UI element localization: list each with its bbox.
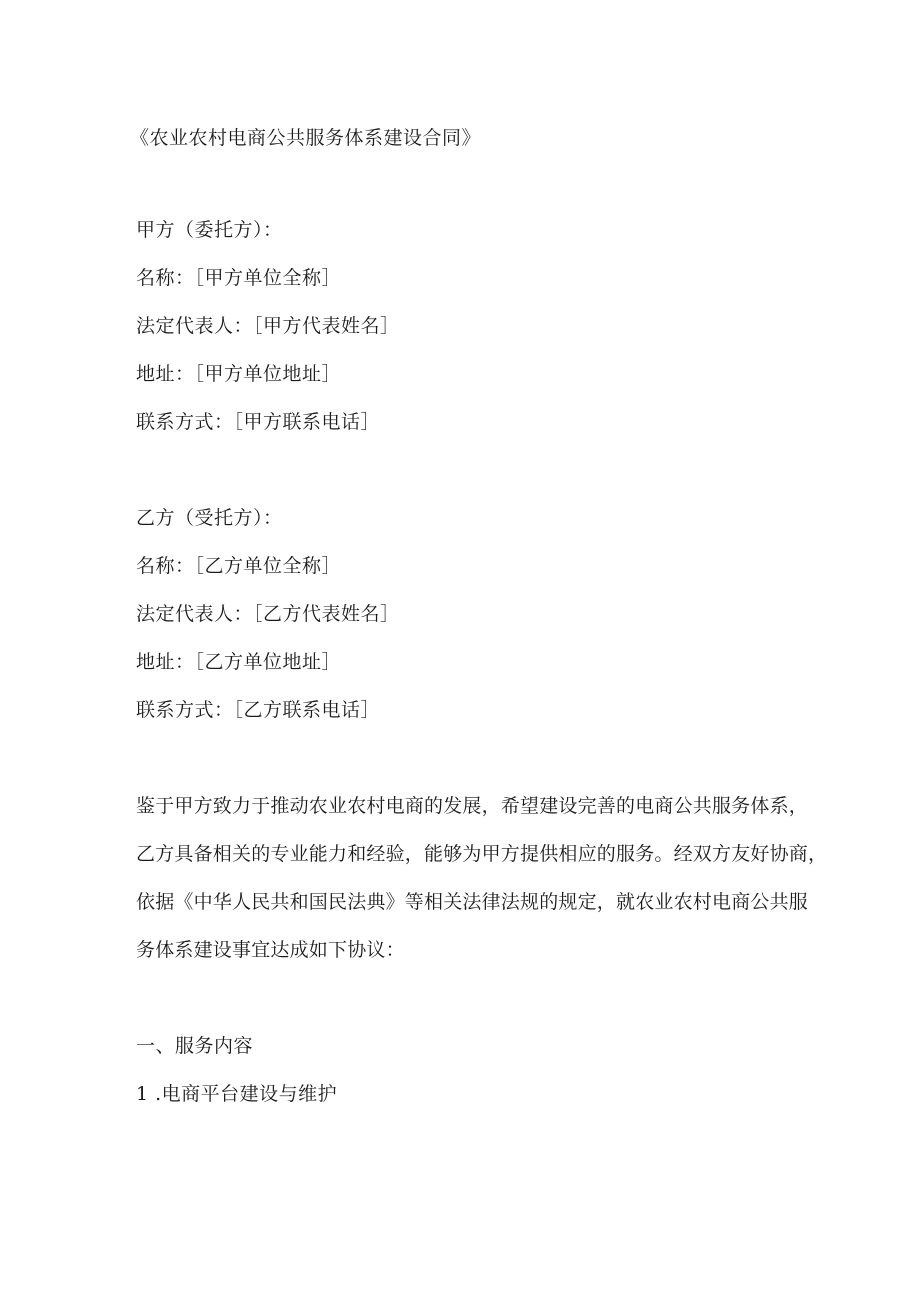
party-a-name: 名称：［甲方单位全称］	[136, 267, 342, 289]
preamble-line: 务体系建设事宜达成如下协议：	[136, 939, 405, 961]
party-a-address: 地址：［甲方单位地址］	[136, 363, 342, 385]
party-a-heading: 甲方（委托方）：	[136, 219, 283, 241]
party-b-contact: 联系方式：［乙方联系电话］	[136, 699, 381, 721]
party-b-address: 地址：［乙方单位地址］	[136, 651, 342, 673]
party-b-heading: 乙方（受托方）：	[136, 507, 283, 529]
preamble-line: 鉴于甲方致力于推动农业农村电商的发展，希望建设完善的电商公共服务体系，	[136, 795, 809, 817]
section-heading: 一、服务内容	[136, 1035, 254, 1057]
party-a-legal-rep: 法定代表人：［甲方代表姓名］	[136, 315, 400, 337]
document-title: 《农业农村电商公共服务体系建设合同》	[130, 127, 482, 149]
preamble-line: 依据《中华人民共和国民法典》等相关法律法规的规定，就农业农村电商公共服	[136, 891, 809, 913]
section-item: 1 .电商平台建设与维护	[136, 1083, 338, 1105]
party-a-contact: 联系方式：［甲方联系电话］	[136, 411, 381, 433]
party-b-name: 名称：［乙方单位全称］	[136, 555, 342, 577]
preamble-line: 乙方具备相关的专业能力和经验，能够为甲方提供相应的服务。经双方友好协商，	[136, 843, 828, 865]
party-b-legal-rep: 法定代表人：［乙方代表姓名］	[136, 603, 400, 625]
